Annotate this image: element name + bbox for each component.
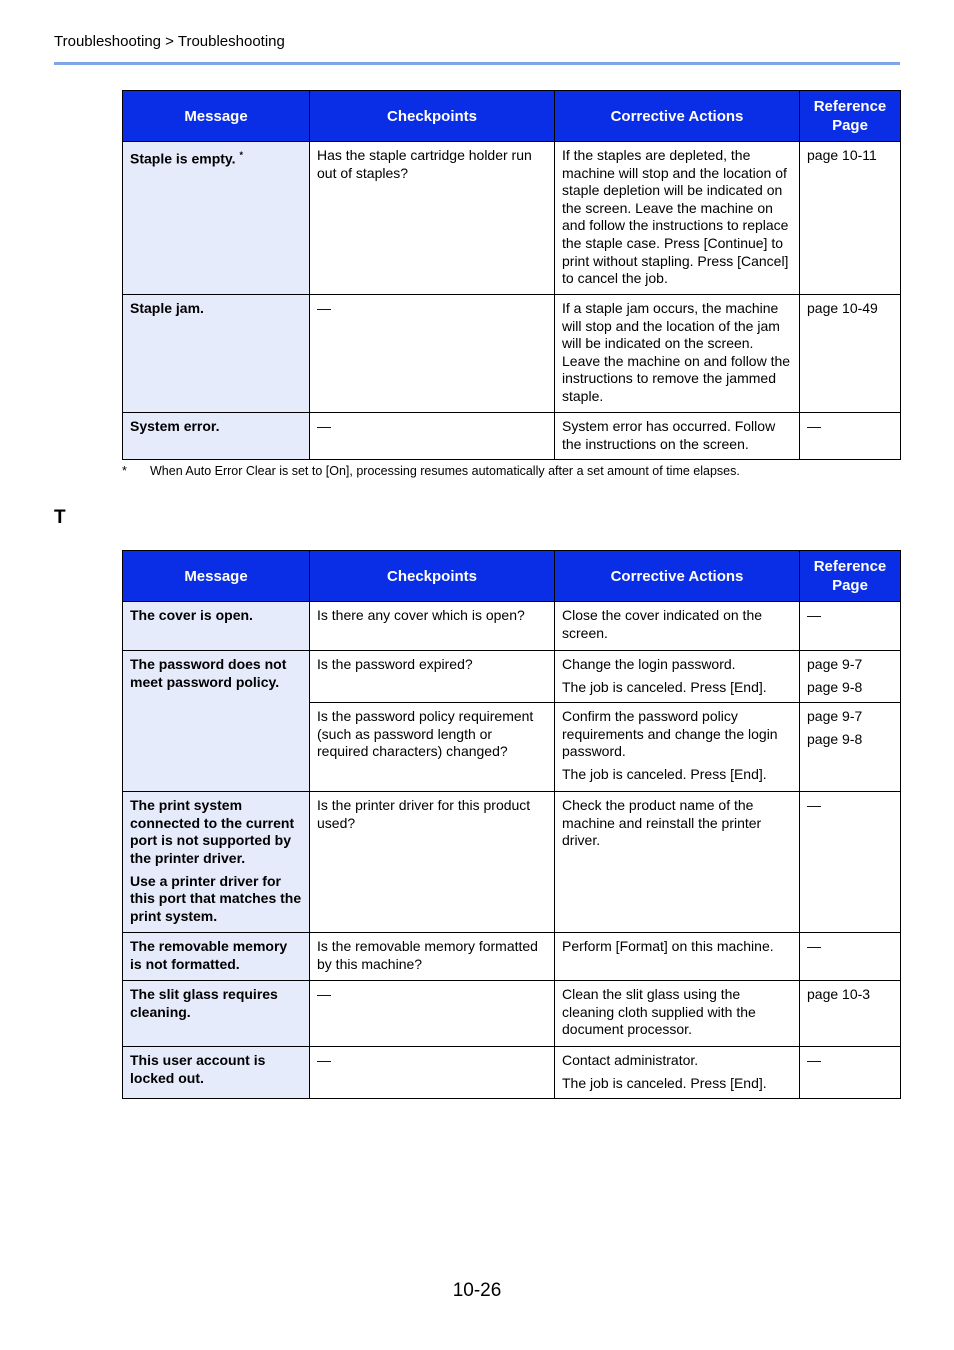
- checkpoint-cell: —: [310, 1047, 555, 1099]
- breadcrumb: Troubleshooting > Troubleshooting: [54, 33, 285, 50]
- header-checkpoints: Checkpoints: [310, 91, 555, 142]
- checkpoint-cell: Is the password policy requirement (such as password length or required characters) changed?: [310, 703, 555, 792]
- message-cell: The cover is open.: [123, 602, 310, 651]
- action-cell: Close the cover indicated on the screen.: [555, 602, 800, 651]
- checkpoint-cell: —: [310, 981, 555, 1047]
- checkpoint-cell: Is the removable memory formatted by this machine?: [310, 933, 555, 981]
- action-cell: System error has occurred. Follow the instructions on the screen.: [555, 413, 800, 460]
- checkpoint-cell: —: [310, 413, 555, 460]
- header-message: Message: [123, 91, 310, 142]
- checkpoint-cell: —: [310, 295, 555, 413]
- header-reference-page: Reference Page: [800, 91, 901, 142]
- header-reference-page: Reference Page: [800, 551, 901, 602]
- table-row: [123, 933, 901, 981]
- checkpoint-cell: Is the password expired?: [310, 651, 555, 703]
- table-row: [123, 602, 901, 651]
- reference-cell: page 9-7 page 9-8: [800, 703, 901, 792]
- table-row: [123, 981, 901, 1047]
- footnote-mark: *: [122, 464, 127, 478]
- header-divider: [54, 62, 900, 65]
- action-cell: Confirm the password policy requirements and change the login password. The job is canceled. Press [End].: [555, 703, 800, 792]
- footnote-text: When Auto Error Clear is set to [On], processing resumes automatically after a set amount of time elapses.: [150, 464, 740, 478]
- reference-cell: —: [800, 602, 901, 651]
- section-letter: T: [54, 507, 66, 528]
- page-number: 10-26: [452, 1280, 502, 1301]
- action-cell: If a staple jam occurs, the machine will stop and the location of the jam will be indicated on the screen. Leave the machine on and follow the instructions to remove the jammed staple.: [555, 295, 800, 413]
- table-row: [123, 792, 901, 933]
- message-cell: Staple jam.: [123, 295, 310, 413]
- action-cell: Clean the slit glass using the cleaning cloth supplied with the document processor.: [555, 981, 800, 1047]
- header-message: Message: [123, 551, 310, 602]
- table-header-row: [123, 91, 901, 142]
- reference-cell: page 10-11: [800, 142, 901, 295]
- message-cell: The slit glass requires cleaning.: [123, 981, 310, 1047]
- action-cell: Perform [Format] on this machine.: [555, 933, 800, 981]
- reference-cell: —: [800, 1047, 901, 1099]
- message-cell: The print system connected to the current port is not supported by the printer driver. Use a printer driver for this port that matches the print system.: [123, 792, 310, 933]
- header-checkpoints: Checkpoints: [310, 551, 555, 602]
- action-cell: Change the login password. The job is canceled. Press [End].: [555, 651, 800, 703]
- reference-cell: page 10-3: [800, 981, 901, 1047]
- reference-cell: page 10-49: [800, 295, 901, 413]
- action-cell: Check the product name of the machine and reinstall the printer driver.: [555, 792, 800, 933]
- table-row: [123, 651, 901, 703]
- message-cell: This user account is locked out.: [123, 1047, 310, 1099]
- checkpoint-cell: Is the printer driver for this product used?: [310, 792, 555, 933]
- message-cell: The password does not meet password policy.: [123, 651, 310, 792]
- table-row: [123, 142, 901, 295]
- message-cell: The removable memory is not formatted.: [123, 933, 310, 981]
- message-table-t: [122, 550, 901, 1099]
- message-table-s: [122, 90, 901, 460]
- footnote: [122, 464, 740, 478]
- reference-cell: —: [800, 413, 901, 460]
- reference-cell: page 9-7 page 9-8: [800, 651, 901, 703]
- table-row: [123, 1047, 901, 1099]
- message-cell: System error.: [123, 413, 310, 460]
- table-row: [123, 413, 901, 460]
- table-row: [123, 295, 901, 413]
- table-header-row: [123, 551, 901, 602]
- reference-cell: —: [800, 792, 901, 933]
- message-cell: Staple is empty. *: [123, 142, 310, 295]
- checkpoint-cell: Is there any cover which is open?: [310, 602, 555, 651]
- action-cell: If the staples are depleted, the machine will stop and the location of staple depletion will be indicated on the screen. Leave the machine on and follow the instructions to replace the staple case. Press [Continue] to print without stapling. Press [Cancel] to cancel the job.: [555, 142, 800, 295]
- reference-cell: —: [800, 933, 901, 981]
- footnote-marker: *: [239, 150, 243, 160]
- action-cell: Contact administrator. The job is canceled. Press [End].: [555, 1047, 800, 1099]
- checkpoint-cell: Has the staple cartridge holder run out of staples?: [310, 142, 555, 295]
- header-corrective-actions: Corrective Actions: [555, 91, 800, 142]
- header-corrective-actions: Corrective Actions: [555, 551, 800, 602]
